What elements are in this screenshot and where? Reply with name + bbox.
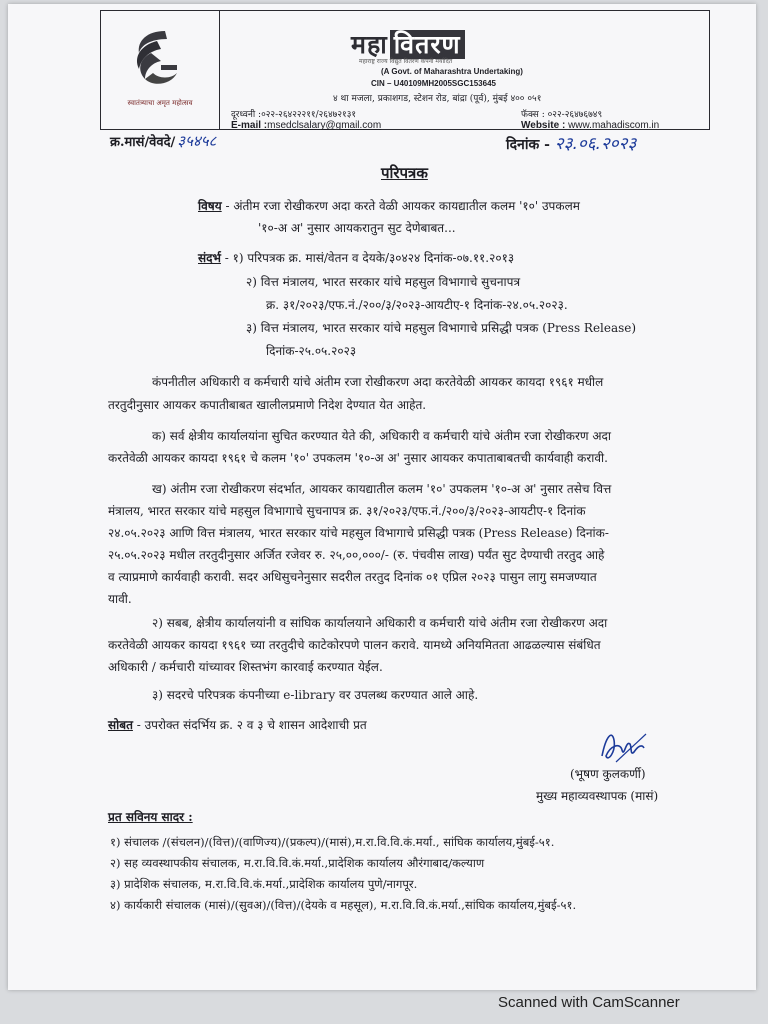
para-2-line-1: २) सबब, क्षेत्रीय कार्यालयांनी व सांघिक कार्यालयाने अधिकारी व कर्मचारी यांचे अंतीम रजा रोखीकरण अदा [152, 616, 608, 630]
office-address: ४ था मजला, प्रकाशगड, स्टेशन रोड, बांद्रा (पूर्व), मुंबई ४०० ०५१ [333, 94, 542, 104]
copy-to-item: ४) कार्यकारी संचालक (मासं)/(सुवअ)/(वित्त)/(देयके व महसूल), म.रा.वि.वि.कं.मर्या.,सांघिक कार्यालय,मुंबई-५१. [110, 898, 577, 912]
subject-text-1: - अंतीम रजा रोखीकरण अदा करते वेळी आयकर कायद्यातील कलम '१०' उपकलम [221, 199, 580, 213]
para-b-line-6: यावी. [108, 592, 132, 606]
reference-2b: क्र. ३१/२०२३/एफ.नं./२००/३/२०२३-आयटीए-१ दिनांक-२४.०५.२०२३. [266, 298, 568, 312]
enclosure-text: - उपरोक्त संदर्भिय क्र. २ व ३ चे शासन आदेशाची प्रत [132, 718, 367, 732]
subject-line-1 [198, 197, 580, 214]
reference-1: - १) परिपत्रक क्र. मासं/वेतन व देयके/३०४२४ दिनांक-०७.११.२०१३ [220, 251, 515, 265]
company-logo-icon [127, 27, 191, 95]
para-b-line-1: ख) अंतीम रजा रोखीकरण संदर्भात, आयकर कायद्यातील कलम '१०' उपकलम '१०-अ अ' नुसार तसेच वित्त [152, 482, 612, 496]
enclosure-line [108, 716, 367, 733]
reference-number-handwritten: ३५४५८ [177, 132, 217, 150]
intro-line-1: कंपनीतील अधिकारी व कर्मचारी यांचे अंतीम रजा रोखीकरण अदा करतेवेळी आयकर कायदा १९६१ मधील [152, 375, 604, 389]
signatory-name: (भूषण कुलकर्णी) [570, 767, 646, 781]
subject-label: विषय [198, 199, 222, 213]
website-line [521, 120, 659, 131]
email-label: E-mail : [231, 120, 268, 131]
para-3: ३) सदरचे परिपत्रक कंपनीच्या e-library वर उपलब्ध करण्यात आले आहे. [152, 688, 479, 702]
reference-number [110, 131, 216, 151]
para-2-line-3: अधिकारी / कर्मचारी यांच्यावर शिस्तभंग कारवाई करण्यात येईल. [108, 660, 383, 674]
logo-tagline: स्वातंत्र्याचा अमृत महोत्सव [127, 99, 193, 107]
govt-undertaking-line: (A Govt. of Maharashtra Undertaking) [381, 67, 523, 76]
page-title: परिपत्रक [381, 164, 428, 182]
email-line [231, 120, 381, 131]
intro-line-2: तरतुदीनुसार आयकर कपातीबाबत खालीलप्रमाणे निदेश देण्यात येत आहेत. [108, 398, 427, 412]
para-b-line-4: २५.०५.२०२३ मधील तरतुदीनुसार अर्जित रजेवर रु. २५,००,०००/- (रु. पंचवीस लाख) पर्यंत सुट देण्याची तरतुद आहे [108, 548, 605, 562]
brand-logo [351, 27, 465, 61]
para-2-line-2: करतेवेळी आयकर कायदा १९६१ च्या तरतुदीचे काटेकोरपणे पालन करावे. यामध्ये अनियमितता आढळल्यास संबंधित [108, 638, 601, 652]
signature-icon [596, 726, 652, 768]
reference-label: क्र.मासं/वेवदे/ [110, 135, 176, 150]
phone-number: दूरध्वनी :०२२-२६४२२२११/२६४७२१३१ [231, 110, 357, 120]
signatory-designation: मुख्य महाव्यवस्थापक (मासं) [536, 789, 659, 803]
para-b-line-5: व त्याप्रमाणे कार्यवाही करावी. सदर अधिसुचनेनुसार सदरील तरतुद दिनांक ०१ एप्रिल २०२३ पासुन लागु समजण्यात [108, 570, 597, 584]
para-b-line-2: मंत्रालय, भारत सरकार यांचे महसुल विभागाचे सुचनापत्र क्र. ३१/२०२३/एफ.नं./२००/३/२०२३-आयटीए-१ दिनांक [108, 504, 586, 518]
company-logo-panel [101, 11, 220, 129]
copy-to-item: १) संचालक /(संचलन)/(वित्त)/(वाणिज्य)/(प्रकल्प)/(मासं),म.रा.वि.वि.कं.मर्या., सांघिक कार्यालय,मुंबई-५१. [110, 835, 555, 849]
letter-date [506, 131, 636, 154]
cin-number: CIN – U40109MH2005SGC153645 [371, 79, 496, 88]
email-address[interactable]: msedclsalary@gmail.com [267, 120, 382, 131]
date-handwritten: २३.०६.२०२३ [554, 134, 637, 154]
date-label: दिनांक - [506, 137, 555, 153]
para-a-line-1: क) सर्व क्षेत्रीय कार्यालयांना सुचित करण्यात येते की, अधिकारी व कर्मचारी यांचे अंतीम रजा रोखीकरण अदा [152, 429, 612, 443]
fax-number: फॅक्स : ०२२-२६४७६७४९ [521, 110, 603, 120]
para-b-line-3: २४.०५.२०२३ आणि वित्त मंत्रालय, भारत सरकार यांचे महसुल विभागाचे प्रसिद्धी पत्रक (Press Release) दिनांक- [108, 526, 609, 540]
copy-to-item: २) सह व्यवस्थापकीय संचालक, म.रा.वि.वि.कं.मर्या.,प्रादेशिक कार्यालय औरंगाबाद/कल्याण [110, 856, 485, 870]
reference-2a: २) वित्त मंत्रालय, भारत सरकार यांचे महसुल विभागाचे सुचनापत्र [246, 275, 521, 289]
website-url[interactable]: www.mahadiscom.in [568, 120, 660, 131]
brand-text-b: वितरण [390, 30, 465, 59]
website-label: Website : [521, 120, 566, 131]
copy-to-heading: प्रत सविनय सादर : [108, 810, 193, 824]
para-a-line-2: करतेवेळी आयकर कायदा १९६१ चे कलम '१०' उपकलम '१०-अ अ' नुसार आयकर कपाताबाबतची कार्यवाही करावी. [108, 451, 608, 465]
scanner-watermark: Scanned with CamScanner [498, 994, 680, 1011]
references-label: संदर्भ [198, 251, 221, 265]
enclosure-label: सोबत [108, 718, 133, 732]
copy-to-item: ३) प्रादेशिक संचालक, म.रा.वि.वि.कं.मर्या.,प्रादेशिक कार्यालय पुणे/नागपूर. [110, 877, 418, 891]
reference-line-1 [198, 249, 514, 266]
reference-3b: दिनांक-२५.०५.२०२३ [266, 344, 357, 358]
reference-3a: ३) वित्त मंत्रालय, भारत सरकार यांचे महसुल विभागाचे प्रसिद्धी पत्रक (Press Release) [246, 321, 637, 335]
letterhead [100, 10, 710, 130]
brand-subtitle: महाराष्ट्र राज्य विद्युत वितरण कंपनी मर्यादित [359, 58, 453, 65]
subject-text-2: '१०-अ अ' नुसार आयकरातुन सुट देणेबाबत... [258, 221, 456, 235]
brand-text-a: महा [351, 30, 388, 59]
